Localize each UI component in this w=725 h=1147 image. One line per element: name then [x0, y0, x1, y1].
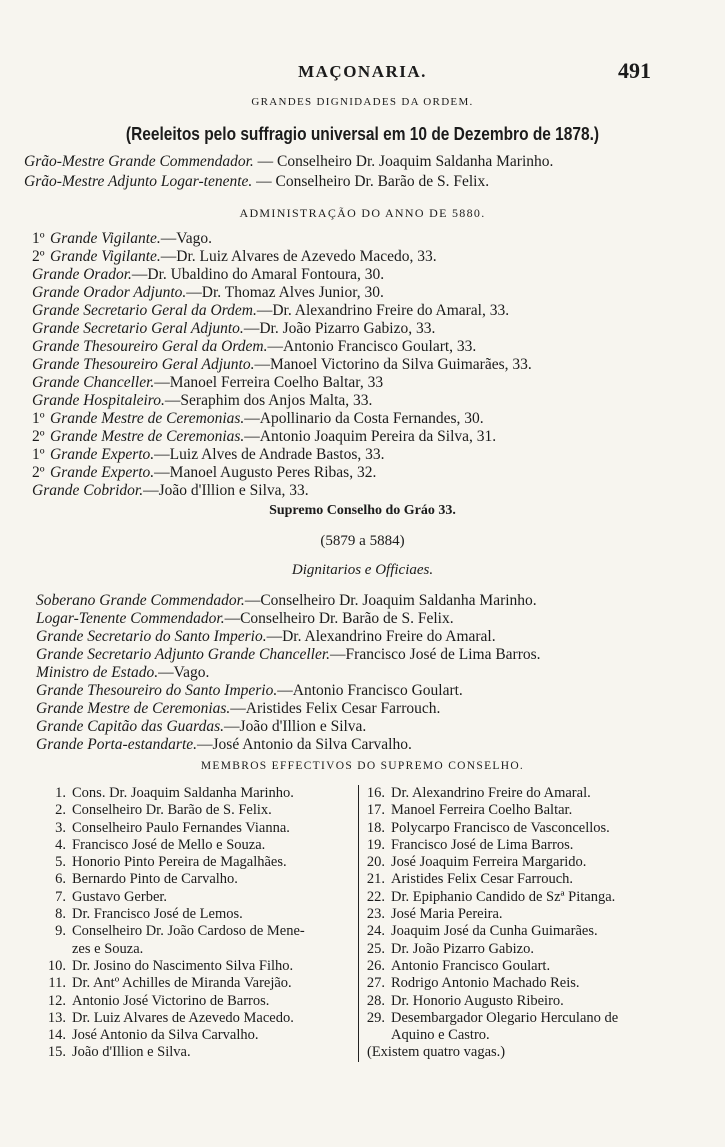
member-name: Joaquim José da Cunha Guimarães. — [391, 923, 598, 940]
grand-master-name: — Conselheiro Dr. Barão de S. Felix. — [256, 173, 490, 190]
member-name: Dr. Josino do Nascimento Silva Filho. — [72, 957, 294, 974]
member-name: Dr. Alexandrino Freire do Amaral. — [391, 785, 591, 801]
member-row — [44, 1010, 356, 1027]
office-role: Grande Orador. — [32, 266, 132, 283]
office-holder: —Manoel Victorino da Silva Guimarães, 33. — [254, 356, 532, 373]
administration-row — [32, 410, 532, 428]
office-holder: —Dr. Ubaldino do Amaral Fontoura, 30. — [131, 266, 385, 283]
officer-role: Grande Capitão das Guardas. — [36, 718, 225, 735]
officer-name: —José Antonio da Silva Carvalho. — [197, 736, 412, 753]
vacancies-note: (Existem quatro vagas.) — [367, 1044, 506, 1061]
administration-row — [32, 464, 532, 482]
member-row — [363, 993, 618, 1010]
officer-row — [36, 736, 541, 754]
member-number: 16. — [366, 785, 385, 801]
rank-prefix: 2º — [32, 428, 45, 445]
officer-name: —Conselheiro Dr. Joaquim Saldanha Marinho. — [244, 592, 537, 609]
member-name: José Maria Pereira. — [391, 906, 503, 923]
officer-row — [36, 664, 541, 682]
officer-role: Grande Porta-estandarte. — [36, 736, 198, 753]
member-row — [44, 802, 356, 819]
administration-list — [32, 230, 532, 500]
administration-row — [32, 266, 532, 284]
member-row — [363, 941, 618, 958]
officer-name: —Antonio Francisco Goulart. — [277, 682, 463, 699]
officer-row — [36, 628, 541, 646]
supreme-council-period: (5879 a 5884) — [320, 533, 405, 549]
office-holder: —Dr. Alexandrino Freire do Amaral, 33. — [256, 302, 510, 319]
member-row — [44, 958, 356, 975]
members-title: MEMBROS EFFECTIVOS DO SUPREMO CONSELHO. — [200, 760, 525, 772]
member-number: 23. — [366, 906, 385, 923]
member-name: Aristides Felix Cesar Farrouch. — [391, 871, 574, 888]
member-row — [363, 975, 618, 992]
member-number: 26. — [366, 957, 385, 974]
office-holder: —Antonio Francisco Goulart, 33. — [267, 338, 477, 355]
office-holder: —Vago. — [160, 230, 213, 247]
member-row — [44, 837, 356, 854]
member-row — [44, 854, 356, 871]
office-role: Grande Vigilante. — [50, 248, 161, 265]
member-name: Polycarpo Francisco de Vasconcellos. — [391, 819, 610, 836]
administration-row — [32, 356, 532, 374]
member-row — [44, 1027, 356, 1044]
office-holder: —Dr. João Pizarro Gabizo, 33. — [243, 320, 436, 337]
office-holder: —Dr. Thomaz Alves Junior, 30. — [186, 284, 384, 301]
member-number: 25. — [366, 940, 385, 957]
member-row — [363, 820, 618, 837]
member-row — [363, 854, 618, 871]
officer-role: Grande Thesoureiro do Santo Imperio. — [36, 682, 278, 699]
member-name: Dr. Epiphanio Candido de Szª Pitanga. — [391, 888, 616, 905]
member-name: Dr. Antº Achilles de Miranda Varejão. — [72, 975, 292, 992]
member-number: 17. — [366, 802, 385, 819]
member-row — [363, 871, 618, 888]
member-name: Dr. João Pizarro Gabizo. — [391, 940, 534, 957]
member-name: Dr. Francisco José de Lemos. — [72, 906, 243, 923]
member-row — [44, 871, 356, 888]
grand-master-line-1 — [24, 153, 553, 171]
member-row — [363, 923, 618, 940]
member-name: Francisco José de Lima Barros. — [391, 836, 574, 853]
member-row — [363, 802, 618, 819]
member-number: 19. — [366, 836, 385, 853]
officer-role: Soberano Grande Commendador. — [36, 592, 245, 609]
rank-prefix: 1º — [32, 230, 45, 247]
officer-row — [36, 646, 541, 664]
grand-master-name: — Conselheiro Dr. Joaquim Saldanha Marinho. — [257, 153, 554, 170]
officer-row — [36, 700, 541, 718]
election-note: (Reeleitos pelo suffragio universal em 10 de Dezembro de 1878.) — [125, 124, 600, 144]
administration-row — [32, 482, 532, 500]
member-name: Conselheiro Dr. Barão de S. Felix. — [72, 802, 272, 819]
officers-list — [36, 592, 541, 754]
member-number: 11. — [48, 975, 66, 992]
grand-master-role: Grão-Mestre Grande Commendador. — [24, 153, 254, 170]
member-number: 3. — [55, 819, 66, 836]
administration-row — [32, 338, 532, 356]
member-row — [363, 906, 618, 923]
grand-master-line-2 — [24, 173, 489, 191]
member-name: José Joaquim Ferreira Margarido. — [391, 854, 587, 871]
officer-name: —Conselheiro Dr. Barão de S. Felix. — [224, 610, 454, 627]
member-number: 20. — [366, 854, 385, 871]
officer-name: —João d'Illion e Silva. — [224, 718, 367, 735]
office-holder: —Manoel Ferreira Coelho Baltar, 33 — [154, 374, 384, 391]
administration-title: ADMINISTRAÇÃO DO ANNO DE 5880. — [239, 206, 486, 220]
member-name-continuation: zes e Souza. — [72, 940, 144, 957]
member-name: Conselheiro Dr. João Cardoso de Mene- — [72, 923, 305, 940]
office-holder: —Seraphim dos Anjos Malta, 33. — [164, 392, 373, 409]
members-table — [44, 785, 684, 1062]
officer-row — [36, 592, 541, 610]
office-role: Grande Thesoureiro Geral da Ordem. — [32, 338, 268, 355]
officer-role: Grande Mestre de Ceremonias. — [36, 700, 231, 717]
member-number: 24. — [366, 923, 385, 940]
member-number: 10. — [47, 957, 66, 974]
officer-name: —Vago. — [158, 664, 210, 681]
page-number: 491 — [618, 58, 651, 83]
administration-row — [32, 320, 532, 338]
member-number: 8. — [55, 906, 66, 923]
member-name: Antonio Francisco Goulart. — [391, 957, 551, 974]
rank-prefix: 2º — [32, 464, 45, 481]
officer-role: Ministro de Estado. — [36, 664, 159, 681]
office-role: Grande Thesoureiro Geral Adjunto. — [32, 356, 255, 373]
office-role: Grande Experto. — [50, 464, 155, 481]
officer-role: Grande Secretario do Santo Imperio. — [36, 628, 267, 645]
member-name: Manoel Ferreira Coelho Baltar. — [391, 802, 573, 819]
member-number: 1. — [55, 785, 66, 801]
member-row — [363, 785, 618, 802]
member-number: 2. — [55, 802, 66, 819]
administration-row — [32, 446, 532, 464]
member-row — [44, 889, 356, 906]
office-holder: —Apollinario da Costa Fernandes, 30. — [244, 410, 484, 427]
member-name: Rodrigo Antonio Machado Reis. — [391, 975, 580, 992]
member-number: 28. — [366, 992, 385, 1009]
office-role: Grande Chanceller. — [32, 374, 155, 391]
office-role: Grande Cobridor. — [32, 482, 144, 499]
member-name: Conselheiro Paulo Fernandes Vianna. — [72, 819, 290, 836]
officer-row — [36, 718, 541, 736]
member-number: 13. — [47, 1009, 66, 1026]
member-number: 18. — [366, 819, 385, 836]
grand-master-role: Grão-Mestre Adjunto Logar-tenente. — [24, 173, 253, 190]
office-role: Grande Secretario Geral Adjunto. — [32, 320, 244, 337]
member-number: 7. — [55, 888, 66, 905]
member-row — [44, 906, 356, 923]
office-holder: —João d'Illion e Silva, 33. — [143, 482, 309, 499]
members-right-column — [359, 785, 618, 1062]
member-name: José Antonio da Silva Carvalho. — [72, 1027, 259, 1044]
rank-prefix: 2º — [32, 248, 45, 265]
member-row — [44, 923, 356, 940]
officer-name: —Dr. Alexandrino Freire do Amaral. — [266, 628, 496, 645]
member-name: Gustavo Gerber. — [72, 888, 168, 905]
administration-row — [32, 248, 532, 266]
officers-heading: Dignitarios e Officiaes. — [291, 562, 434, 578]
member-number: 27. — [366, 975, 385, 992]
member-number: 4. — [55, 836, 66, 853]
member-row — [44, 785, 356, 802]
office-role: Grande Hospitaleiro. — [32, 392, 165, 409]
officer-name: —Francisco José de Lima Barros. — [330, 646, 541, 663]
officer-row — [36, 682, 541, 700]
member-row — [44, 975, 356, 992]
office-role: Grande Mestre de Ceremonias. — [50, 410, 245, 427]
member-row — [363, 837, 618, 854]
member-row — [363, 1010, 618, 1027]
officer-role: Logar-Tenente Commendador. — [36, 610, 225, 627]
administration-row — [32, 230, 532, 248]
office-holder: —Luiz Alves de Andrade Bastos, 33. — [154, 446, 385, 463]
member-number: 9. — [55, 923, 66, 940]
member-row — [44, 820, 356, 837]
office-role: Grande Secretario Geral da Ordem. — [32, 302, 257, 319]
member-number: 5. — [55, 854, 66, 871]
member-name: João d'Illion e Silva. — [72, 1044, 191, 1061]
member-name: Cons. Dr. Joaquim Saldanha Marinho. — [72, 785, 294, 801]
member-number: 21. — [366, 871, 385, 888]
member-name: Bernardo Pinto de Carvalho. — [72, 871, 238, 888]
member-name: Desembargador Olegario Herculano de — [391, 1009, 619, 1026]
supreme-council-title: Supremo Conselho do Gráo 33. — [269, 503, 456, 518]
section-subtitle: GRANDES DIGNIDADES DA ORDEM. — [251, 96, 474, 108]
officer-role: Grande Secretario Adjunto Grande Chanceller. — [36, 646, 331, 663]
member-row — [363, 889, 618, 906]
officer-row — [36, 610, 541, 628]
rank-prefix: 1º — [32, 446, 45, 463]
member-name: Honorio Pinto Pereira de Magalhães. — [72, 854, 287, 871]
member-name: Dr. Honorio Augusto Ribeiro. — [391, 992, 564, 1009]
office-role: Grande Vigilante. — [50, 230, 161, 247]
member-row — [44, 993, 356, 1010]
member-row — [363, 958, 618, 975]
administration-row — [32, 284, 532, 302]
member-number: 14. — [47, 1027, 66, 1044]
administration-row — [32, 392, 532, 410]
administration-row — [32, 302, 532, 320]
office-role: Grande Mestre de Ceremonias. — [50, 428, 245, 445]
member-number: 12. — [47, 992, 66, 1009]
page-title: MAÇONARIA. — [298, 62, 427, 81]
member-number: 6. — [55, 871, 66, 888]
rank-prefix: 1º — [32, 410, 45, 427]
member-name: Antonio José Victorino de Barros. — [72, 992, 270, 1009]
members-left-column — [44, 785, 359, 1062]
officer-name: —Aristides Felix Cesar Farrouch. — [230, 700, 441, 717]
office-holder: —Antonio Joaquim Pereira da Silva, 31. — [244, 428, 497, 445]
administration-row — [32, 374, 532, 392]
office-holder: —Dr. Luiz Alvares de Azevedo Macedo, 33. — [160, 248, 437, 265]
member-name: Francisco José de Mello e Souza. — [72, 836, 266, 853]
office-role: Grande Experto. — [50, 446, 155, 463]
member-number: 15. — [47, 1044, 66, 1061]
member-number: 29. — [366, 1009, 385, 1026]
member-row — [44, 1044, 356, 1061]
member-name-continuation: Aquino e Castro. — [391, 1027, 490, 1044]
administration-row — [32, 428, 532, 446]
member-name: Dr. Luiz Alvares de Azevedo Macedo. — [72, 1009, 294, 1026]
member-number: 22. — [366, 888, 385, 905]
office-holder: —Manoel Augusto Peres Ribas, 32. — [154, 464, 377, 481]
office-role: Grande Orador Adjunto. — [32, 284, 187, 301]
